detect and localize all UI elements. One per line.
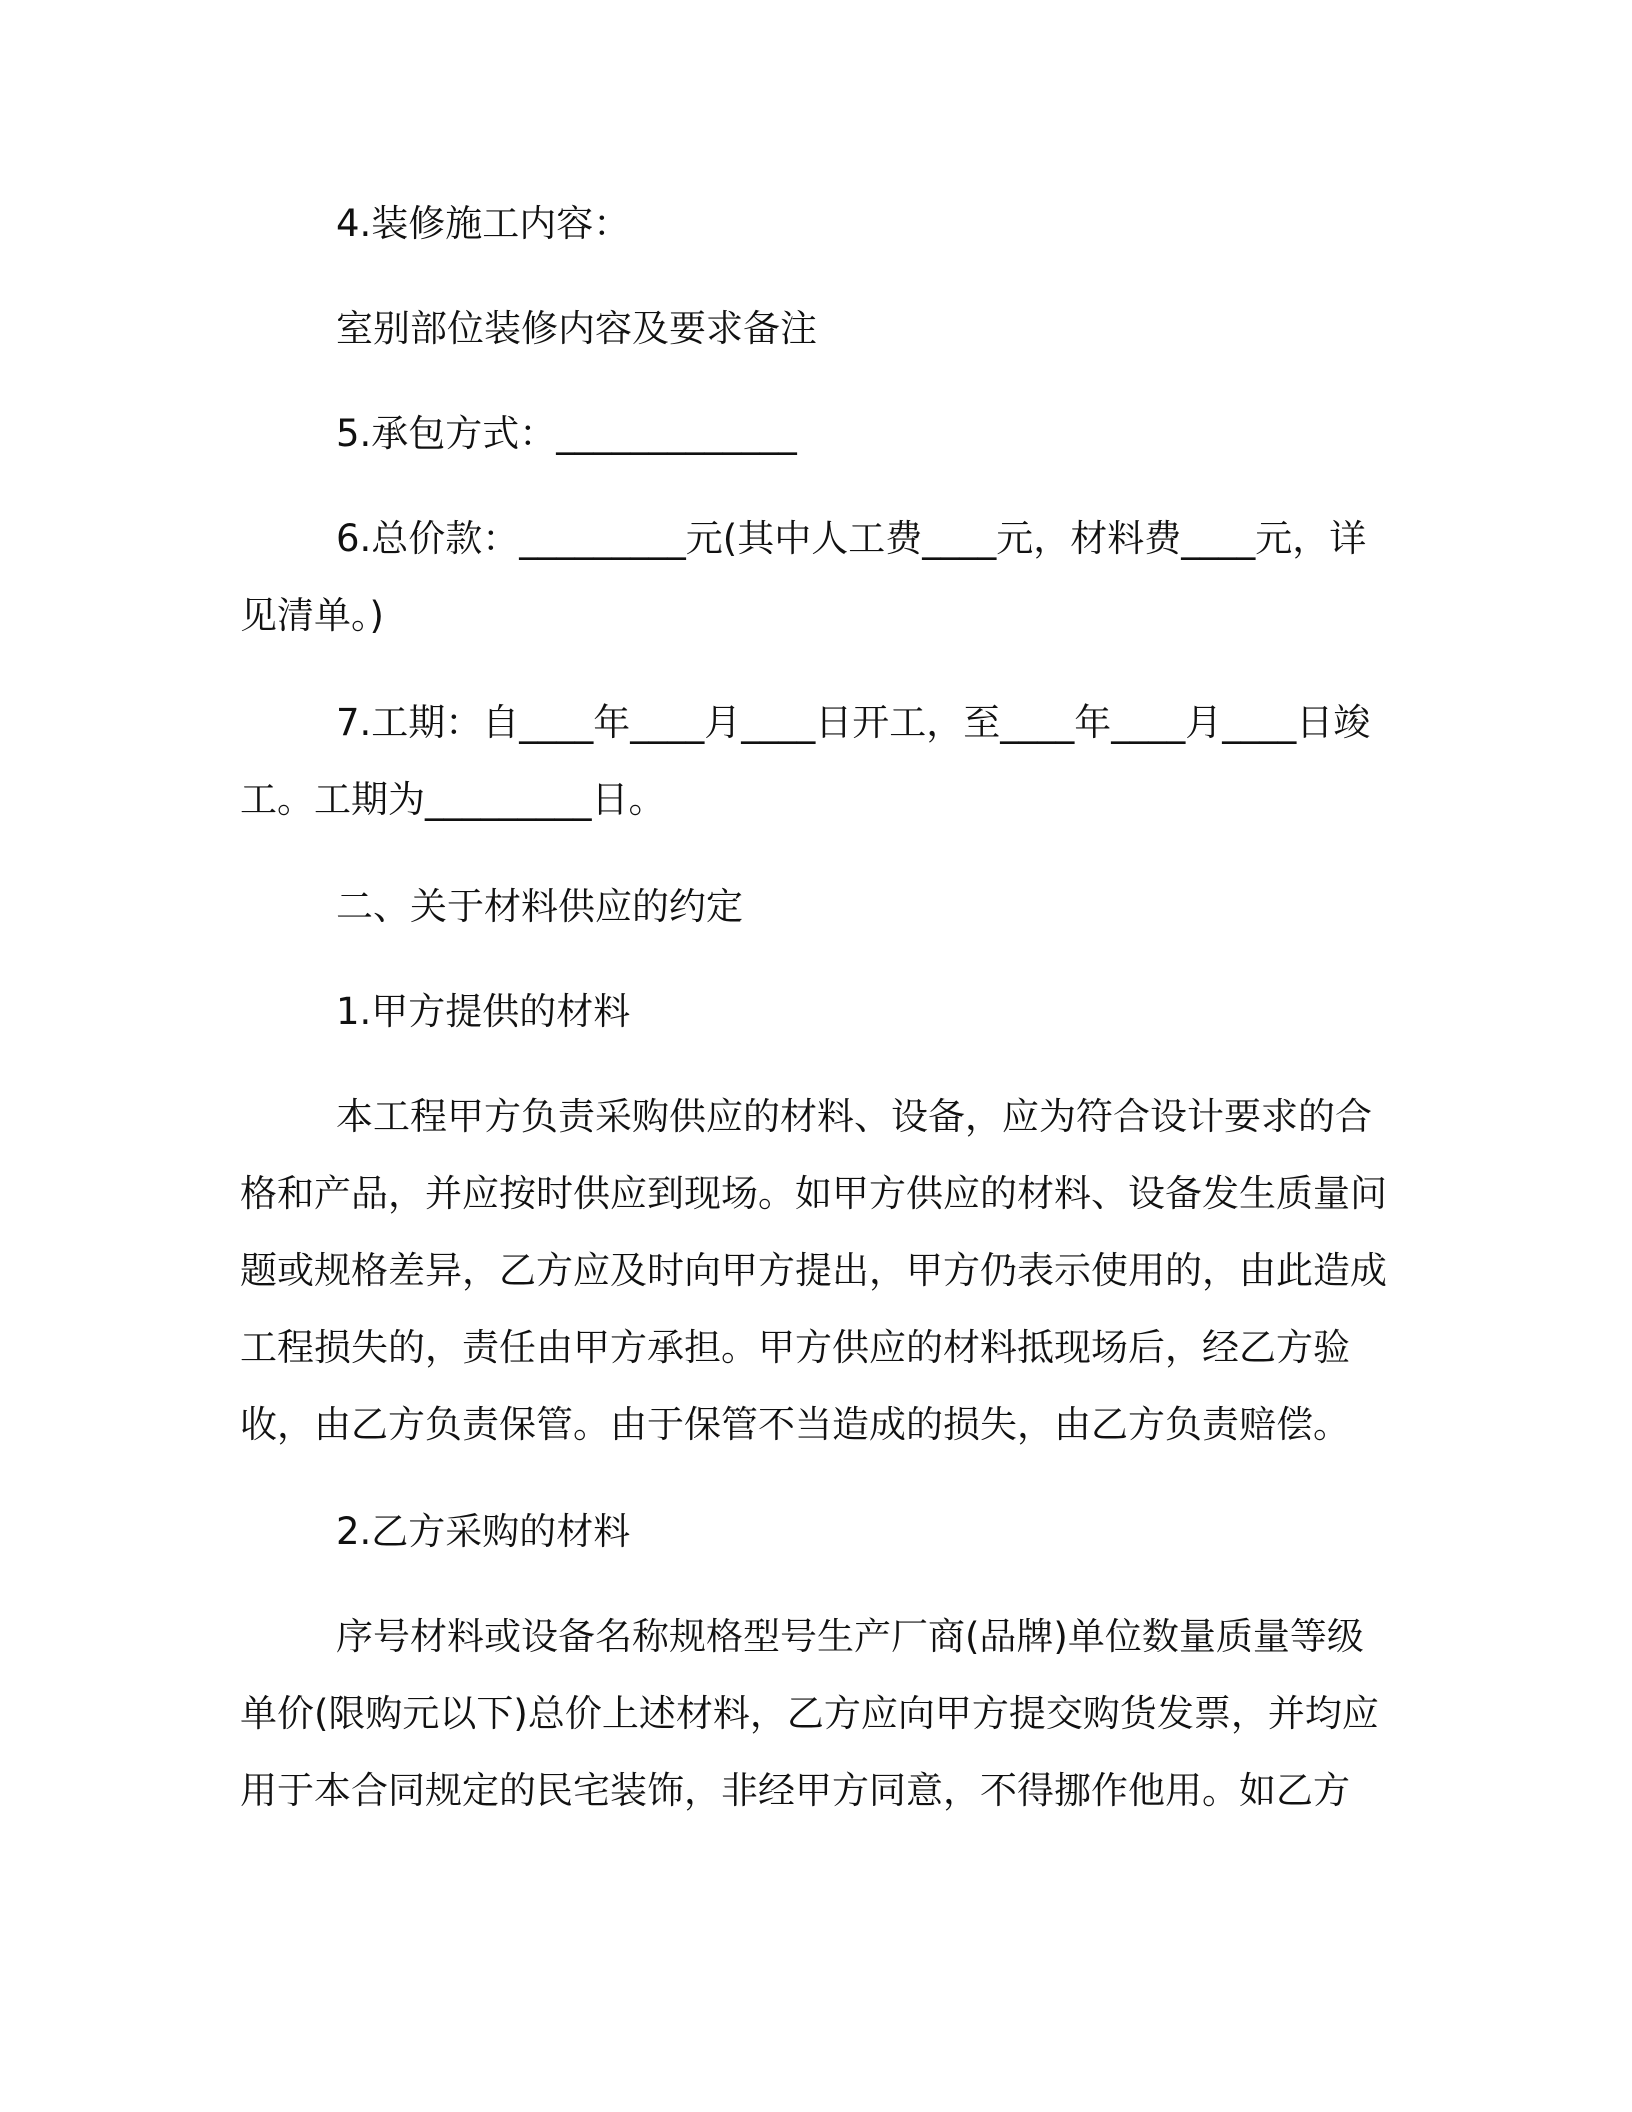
paragraph-construction-content: 4.装修施工内容： bbox=[336, 202, 631, 245]
paragraph-party-a-materials: 本工程甲方负责采购供应的材料、设备，应为符合设计要求的合格和产品，并应按时供应到现场。如甲方供应的材料、设备发生质量问题或规格差异，乙方应及时向甲方提出，甲方仍表示使用的，由此造成工程损失的，责任由甲方承担。甲方供应的材料抵现场后，经乙方验收，由乙方负责保管。由于保管不当造成的损失，由乙方负责赔偿。 bbox=[240, 1095, 1387, 1446]
subheading-party-a-materials: 1.甲方提供的材料 bbox=[336, 990, 631, 1033]
section-heading-materials: 二、关于材料供应的约定 bbox=[336, 885, 743, 928]
paragraph-party-b-materials: 序号材料或设备名称规格型号生产厂商(品牌)单位数量质量等级单价(限购元以下)总价上述材料，乙方应向甲方提交购货发票，并均应用于本合同规定的民宅装饰，非经甲方同意，不得挪作他用。如乙方 bbox=[240, 1615, 1379, 1812]
subheading-party-b-materials: 2.乙方采购的材料 bbox=[336, 1510, 631, 1553]
paragraph-total-price: 6.总价款：_________元(其中人工费____元，材料费____元，详见清单。) bbox=[240, 517, 1367, 637]
paragraph-contract-method: 5.承包方式：_____________ bbox=[336, 412, 797, 455]
paragraph-schedule: 7.工期：自____年____月____日开工，至____年____月____日竣工。工期为_________日。 bbox=[240, 701, 1371, 821]
document-body bbox=[240, 185, 1400, 1829]
paragraph-room-items: 室别部位装修内容及要求备注 bbox=[336, 307, 817, 350]
